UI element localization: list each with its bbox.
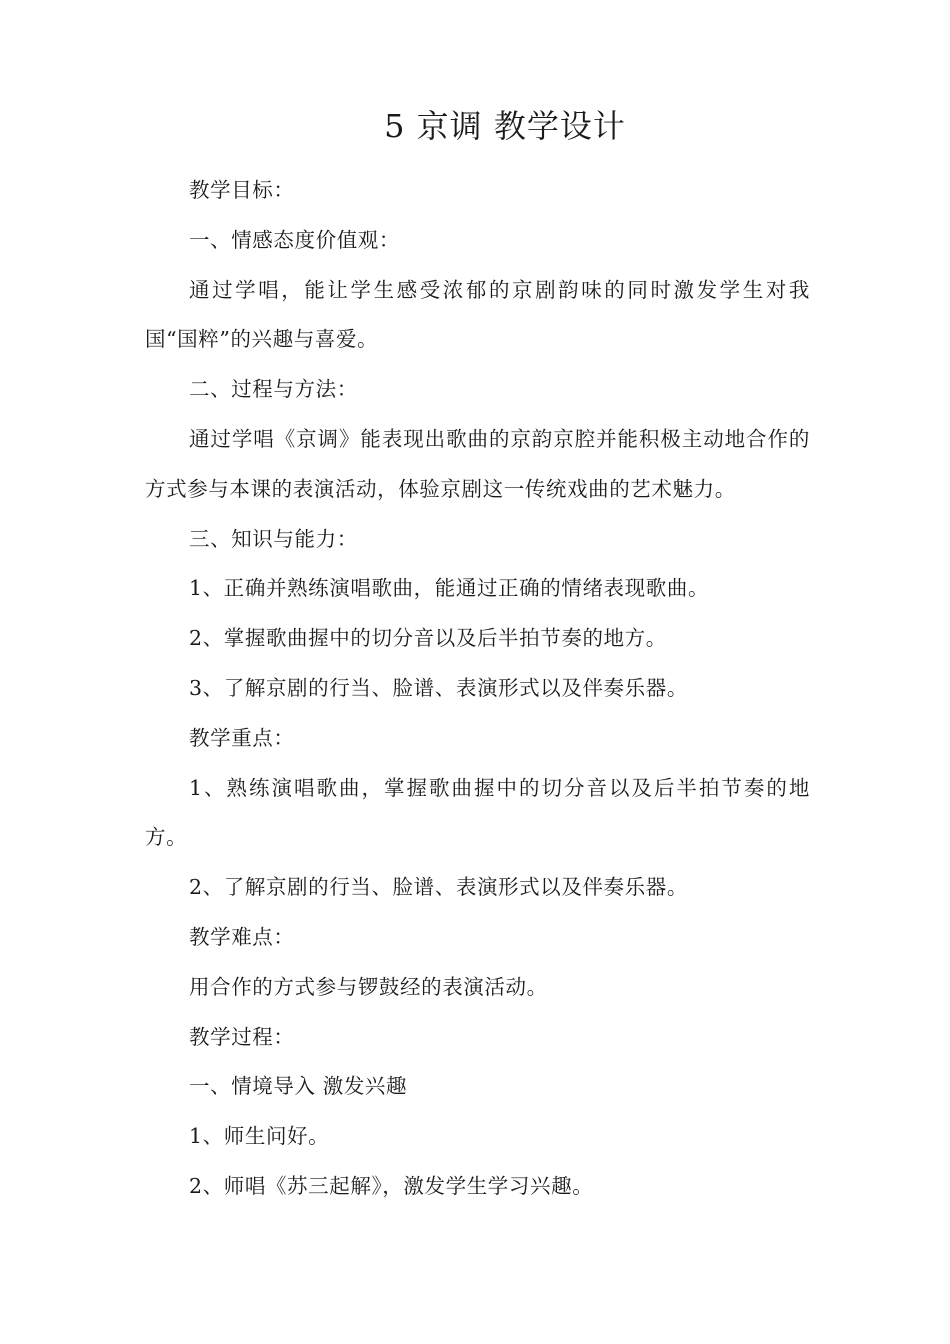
list-item: 2、了解京剧的行当、脸谱、表演形式以及伴奏乐器。 [189, 875, 688, 900]
list-item: 2、掌握歌曲握中的切分音以及后半拍节奏的地方。 [189, 626, 667, 651]
paragraph-difficulties: 用合作的方式参与锣鼓经的表演活动。 [189, 974, 548, 999]
list-item: 1、熟练演唱歌曲，掌握歌曲握中的切分音以及后半拍节奏的地方。 [145, 775, 810, 850]
heading-process-method: 二、过程与方法： [189, 377, 358, 402]
heading-knowledge-ability: 三、知识与能力： [189, 526, 358, 551]
paragraph-emotion-values: 通过学唱，能让学生感受浓郁的京剧韵味的同时激发学生对我国“国粹”的兴趣与喜爱。 [145, 277, 810, 352]
list-item: 1、师生问好。 [189, 1124, 330, 1149]
list-item: 3、了解京剧的行当、脸谱、表演形式以及伴奏乐器。 [189, 675, 688, 700]
heading-emotion-values: 一、情感态度价值观： [189, 227, 400, 252]
heading-key-points: 教学重点： [189, 725, 295, 750]
paragraph-process-method: 通过学唱《京调》能表现出歌曲的京韵京腔并能积极主动地合作的方式参与本课的表演活动，体验京剧这一传统戏曲的艺术魅力。 [145, 426, 810, 501]
list-item: 2、师唱《苏三起解》，激发学生学习兴趣。 [189, 1173, 594, 1198]
list-item: 1、正确并熟练演唱歌曲，能通过正确的情绪表现歌曲。 [189, 576, 710, 601]
heading-difficulties: 教学难点： [189, 924, 295, 949]
heading-teaching-process: 教学过程： [189, 1024, 295, 1049]
document-title: 5 京调 教学设计 [384, 107, 626, 145]
document-body [145, 166, 810, 1212]
heading-situation-intro: 一、情境导入 激发兴趣 [189, 1074, 408, 1099]
heading-teaching-goals: 教学目标： [189, 178, 295, 202]
